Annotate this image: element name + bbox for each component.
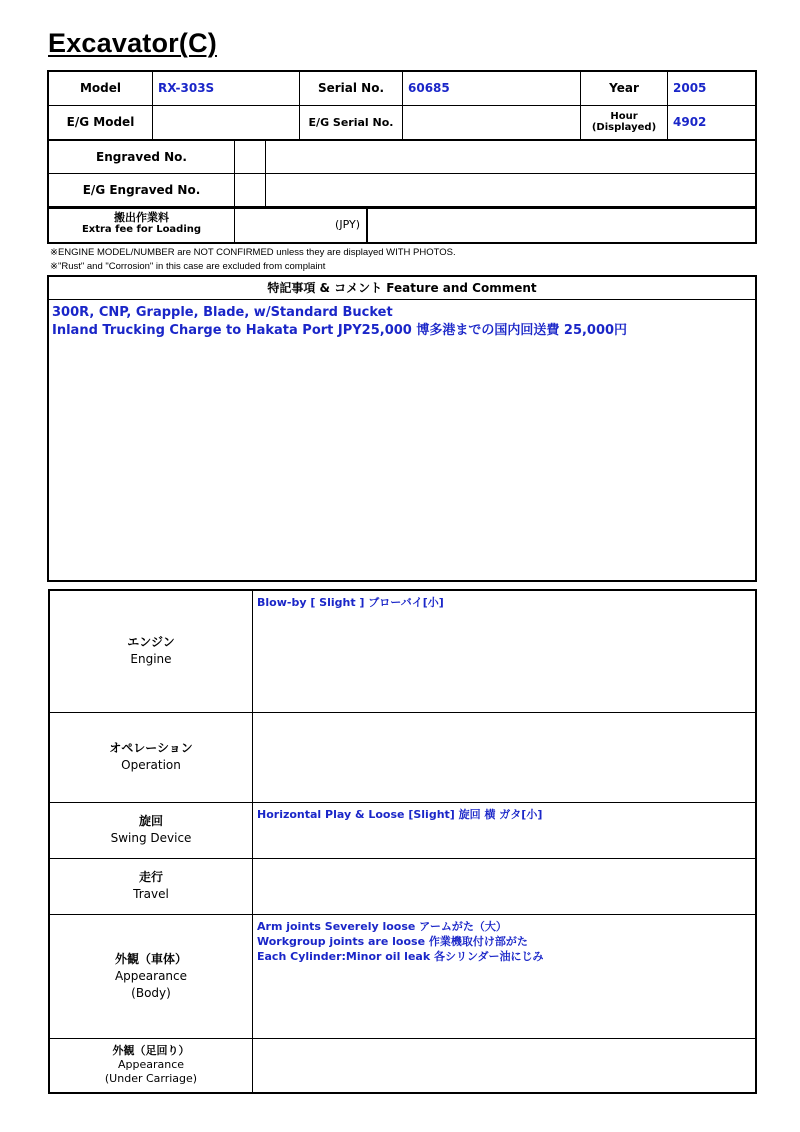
swing-comment-1: Horizontal Play & Loose [Slight] 旋回 横 ガタ[小] — [257, 807, 543, 821]
section-label-en: Appearance — [114, 968, 188, 983]
section-label-jp: 外観（車体） — [114, 951, 187, 966]
note-engine-model: ※ENGINE MODEL/NUMBER are NOT CONFIRMED unless they are displayed WITH PHOTOS. — [50, 247, 456, 258]
loading-fee-table — [47, 206, 757, 244]
engraved-value — [266, 140, 757, 174]
hour-label — [581, 105, 668, 140]
loading-label-en: Extra fee for Loading — [81, 224, 202, 236]
section-comment — [253, 858, 757, 914]
section-comment — [253, 802, 757, 858]
loading-value — [367, 207, 756, 243]
eg-engraved-value — [266, 174, 757, 208]
hour-value: 4902 — [668, 105, 757, 140]
feature-comment-box — [47, 275, 757, 582]
section-comment — [253, 590, 757, 712]
page-title: Excavator(C) — [48, 28, 217, 58]
feature-line-1: 300R, CNP, Grapple, Blade, w/Standard Bucket — [52, 305, 393, 320]
section-label-en: Engine — [130, 652, 172, 667]
section-appearance-undercarriage — [49, 1038, 756, 1093]
section-comment — [253, 1038, 757, 1093]
eg-serial-value — [403, 105, 581, 140]
model-label: Model — [48, 71, 153, 105]
loading-currency: (JPY) — [235, 207, 368, 243]
eg-serial-label: E/G Serial No. — [300, 105, 403, 140]
condition-table — [48, 589, 757, 1094]
eg-model-value — [153, 105, 300, 140]
loading-label — [48, 207, 235, 243]
section-label — [49, 712, 253, 802]
section-label-en: Appearance — [117, 1058, 185, 1072]
engraved-table — [47, 139, 757, 209]
section-label-en: Travel — [133, 887, 169, 901]
section-label — [49, 590, 253, 712]
body-comment-1: Arm joints Severely loose アームがた（大） — [257, 919, 507, 933]
serial-value: 60685 — [403, 71, 581, 105]
section-label — [49, 1038, 253, 1093]
feature-body — [49, 300, 755, 344]
section-engine — [49, 590, 756, 712]
serial-label: Serial No. — [300, 71, 403, 105]
section-label-en: Swing Device — [110, 831, 192, 845]
year-value: 2005 — [668, 71, 757, 105]
section-operation — [49, 712, 756, 802]
engraved-label: Engraved No. — [48, 140, 235, 174]
feature-line-2: Inland Trucking Charge to Hakata Port JPY25,000 博多港までの国内回送費 25,000円 — [52, 323, 628, 338]
section-label-en: Operation — [121, 758, 181, 772]
section-label-jp: オペレーション — [109, 741, 193, 755]
loading-label-jp: 搬出作業料 — [114, 211, 169, 225]
section-label-jp: 走行 — [138, 870, 163, 884]
section-comment — [253, 712, 757, 802]
year-label: Year — [581, 71, 668, 105]
hour-label-line1: Hour — [610, 111, 638, 123]
section-swing — [49, 802, 756, 858]
eg-engraved-label: E/G Engraved No. — [48, 174, 235, 208]
section-label — [49, 858, 253, 914]
eg-model-label: E/G Model — [48, 105, 153, 140]
engine-comment-1: Blow-by [ Slight ] ブローバイ[小] — [257, 596, 444, 609]
section-label-en2: (Under Carriage) — [104, 1072, 198, 1086]
section-travel — [49, 858, 756, 914]
body-comment-2: Workgroup joints are loose 作業機取付け部がた — [257, 934, 528, 948]
engraved-box — [235, 140, 266, 174]
section-label-jp: 外観（足回り） — [112, 1044, 190, 1058]
section-label — [49, 914, 253, 1038]
section-label-jp: 旋回 — [138, 814, 163, 828]
eg-engraved-box — [235, 174, 266, 208]
section-comment — [253, 914, 757, 1038]
feature-header: 特記事項 & コメント Feature and Comment — [49, 277, 755, 300]
hour-label-line2: (Displayed) — [591, 122, 657, 134]
section-label-jp: エンジン — [127, 635, 175, 650]
model-value: RX-303S — [153, 71, 300, 105]
section-appearance-body — [49, 914, 756, 1038]
section-label — [49, 802, 253, 858]
note-rust: ※"Rust" and "Corrosion" in this case are excluded from complaint — [50, 261, 326, 272]
machine-info-table — [47, 70, 757, 141]
section-label-en2: (Body) — [131, 985, 171, 1000]
body-comment-3: Each Cylinder:Minor oil leak 各シリンダー油にじみ — [257, 949, 544, 963]
